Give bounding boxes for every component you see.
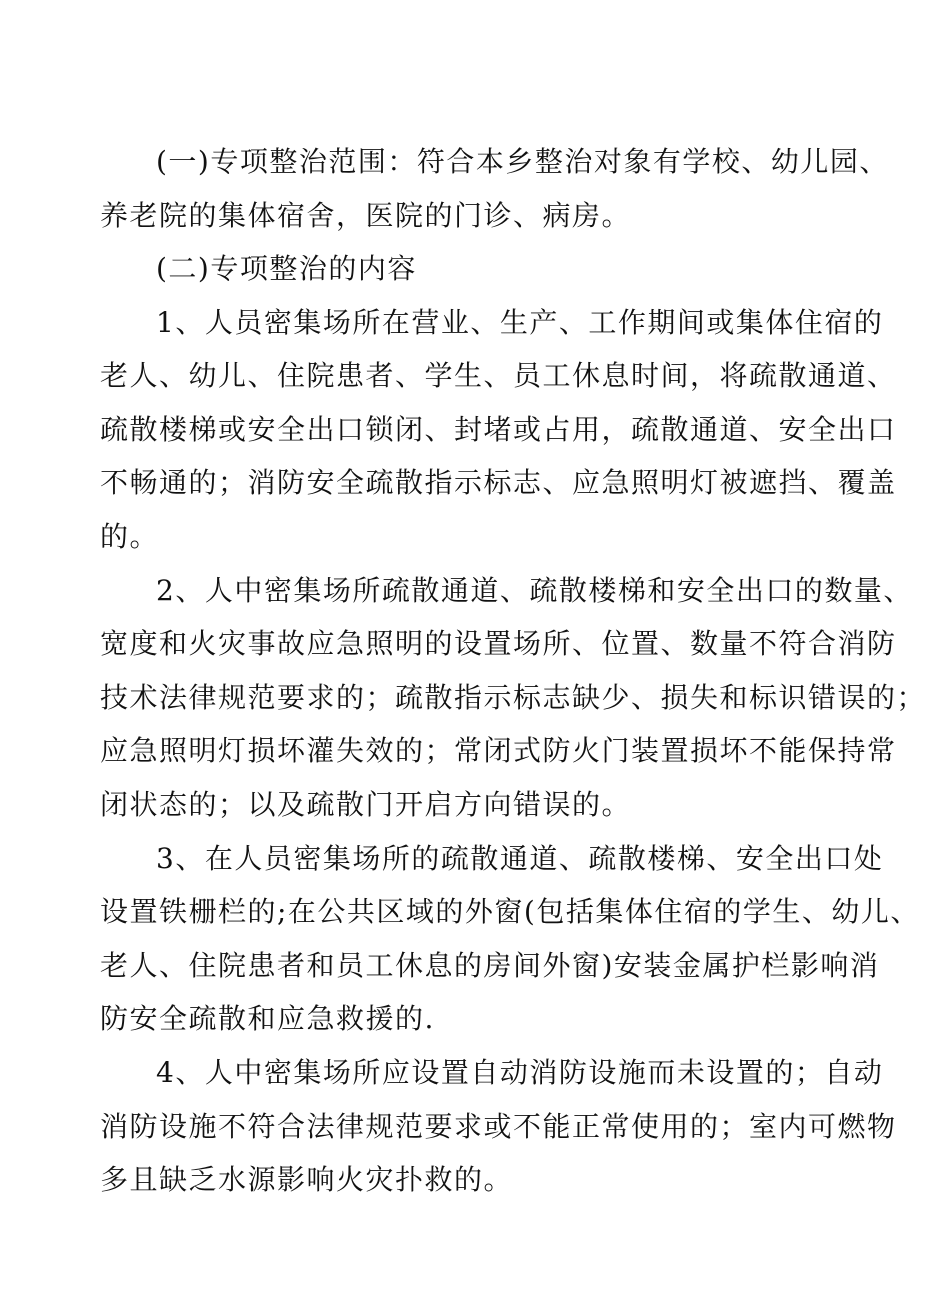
text-line: 消防设施不符合法律规范要求或不能正常使用的；室内可燃物 [100, 1110, 897, 1143]
text-line: 1、人员密集场所在营业、生产、工作期间或集体住宿的 [156, 306, 884, 339]
text-line: 设置铁栅栏的;在公共区域的外窗(包括集体住宿的学生、幼儿、 [100, 895, 920, 928]
text-line: 不畅通的；消防安全疏散指示标志、应急照明灯被遮挡、覆盖 [100, 466, 897, 499]
text-line: 防安全疏散和应急救援的. [100, 1002, 435, 1035]
text-line: 多且缺乏水源影响火灾扑救的。 [100, 1163, 514, 1196]
text-line: (一)专项整治范围：符合本乡整治对象有学校、幼儿园、 [156, 145, 889, 178]
text-line: 老人、幼儿、住院患者、学生、员工休息时间，将疏散通道、 [100, 359, 897, 392]
text-line: 的。 [100, 520, 160, 553]
text-line: 技术法律规范要求的；疏散指示标志缺少、损失和标识错误的； [100, 681, 927, 714]
text-line: 养老院的集体宿舍，医院的门诊、病房。 [100, 199, 632, 232]
section-heading: (二)专项整治的内容 [156, 252, 417, 285]
text-line: 疏散楼梯或安全出口锁闭、封堵或占用，疏散通道、安全出口 [100, 413, 897, 446]
text-line: 4、人中密集场所应设置自动消防设施而未设置的；自动 [156, 1056, 884, 1089]
text-line: 3、在人员密集场所的疏散通道、疏散楼梯、安全出口处 [156, 842, 884, 875]
text-line: 老人、住院患者和员工休息的房间外窗)安装金属护栏影响消 [100, 949, 880, 982]
text-line: 闭状态的；以及疏散门开启方向错误的。 [100, 788, 632, 821]
text-line: 宽度和火灾事故应急照明的设置场所、位置、数量不符合消防 [100, 627, 897, 660]
text-line: 应急照明灯损坏灌失效的；常闭式防火门装置损坏不能保持常 [100, 734, 897, 767]
text-line: 2、人中密集场所疏散通道、疏散楼梯和安全出口的数量、 [156, 574, 913, 607]
